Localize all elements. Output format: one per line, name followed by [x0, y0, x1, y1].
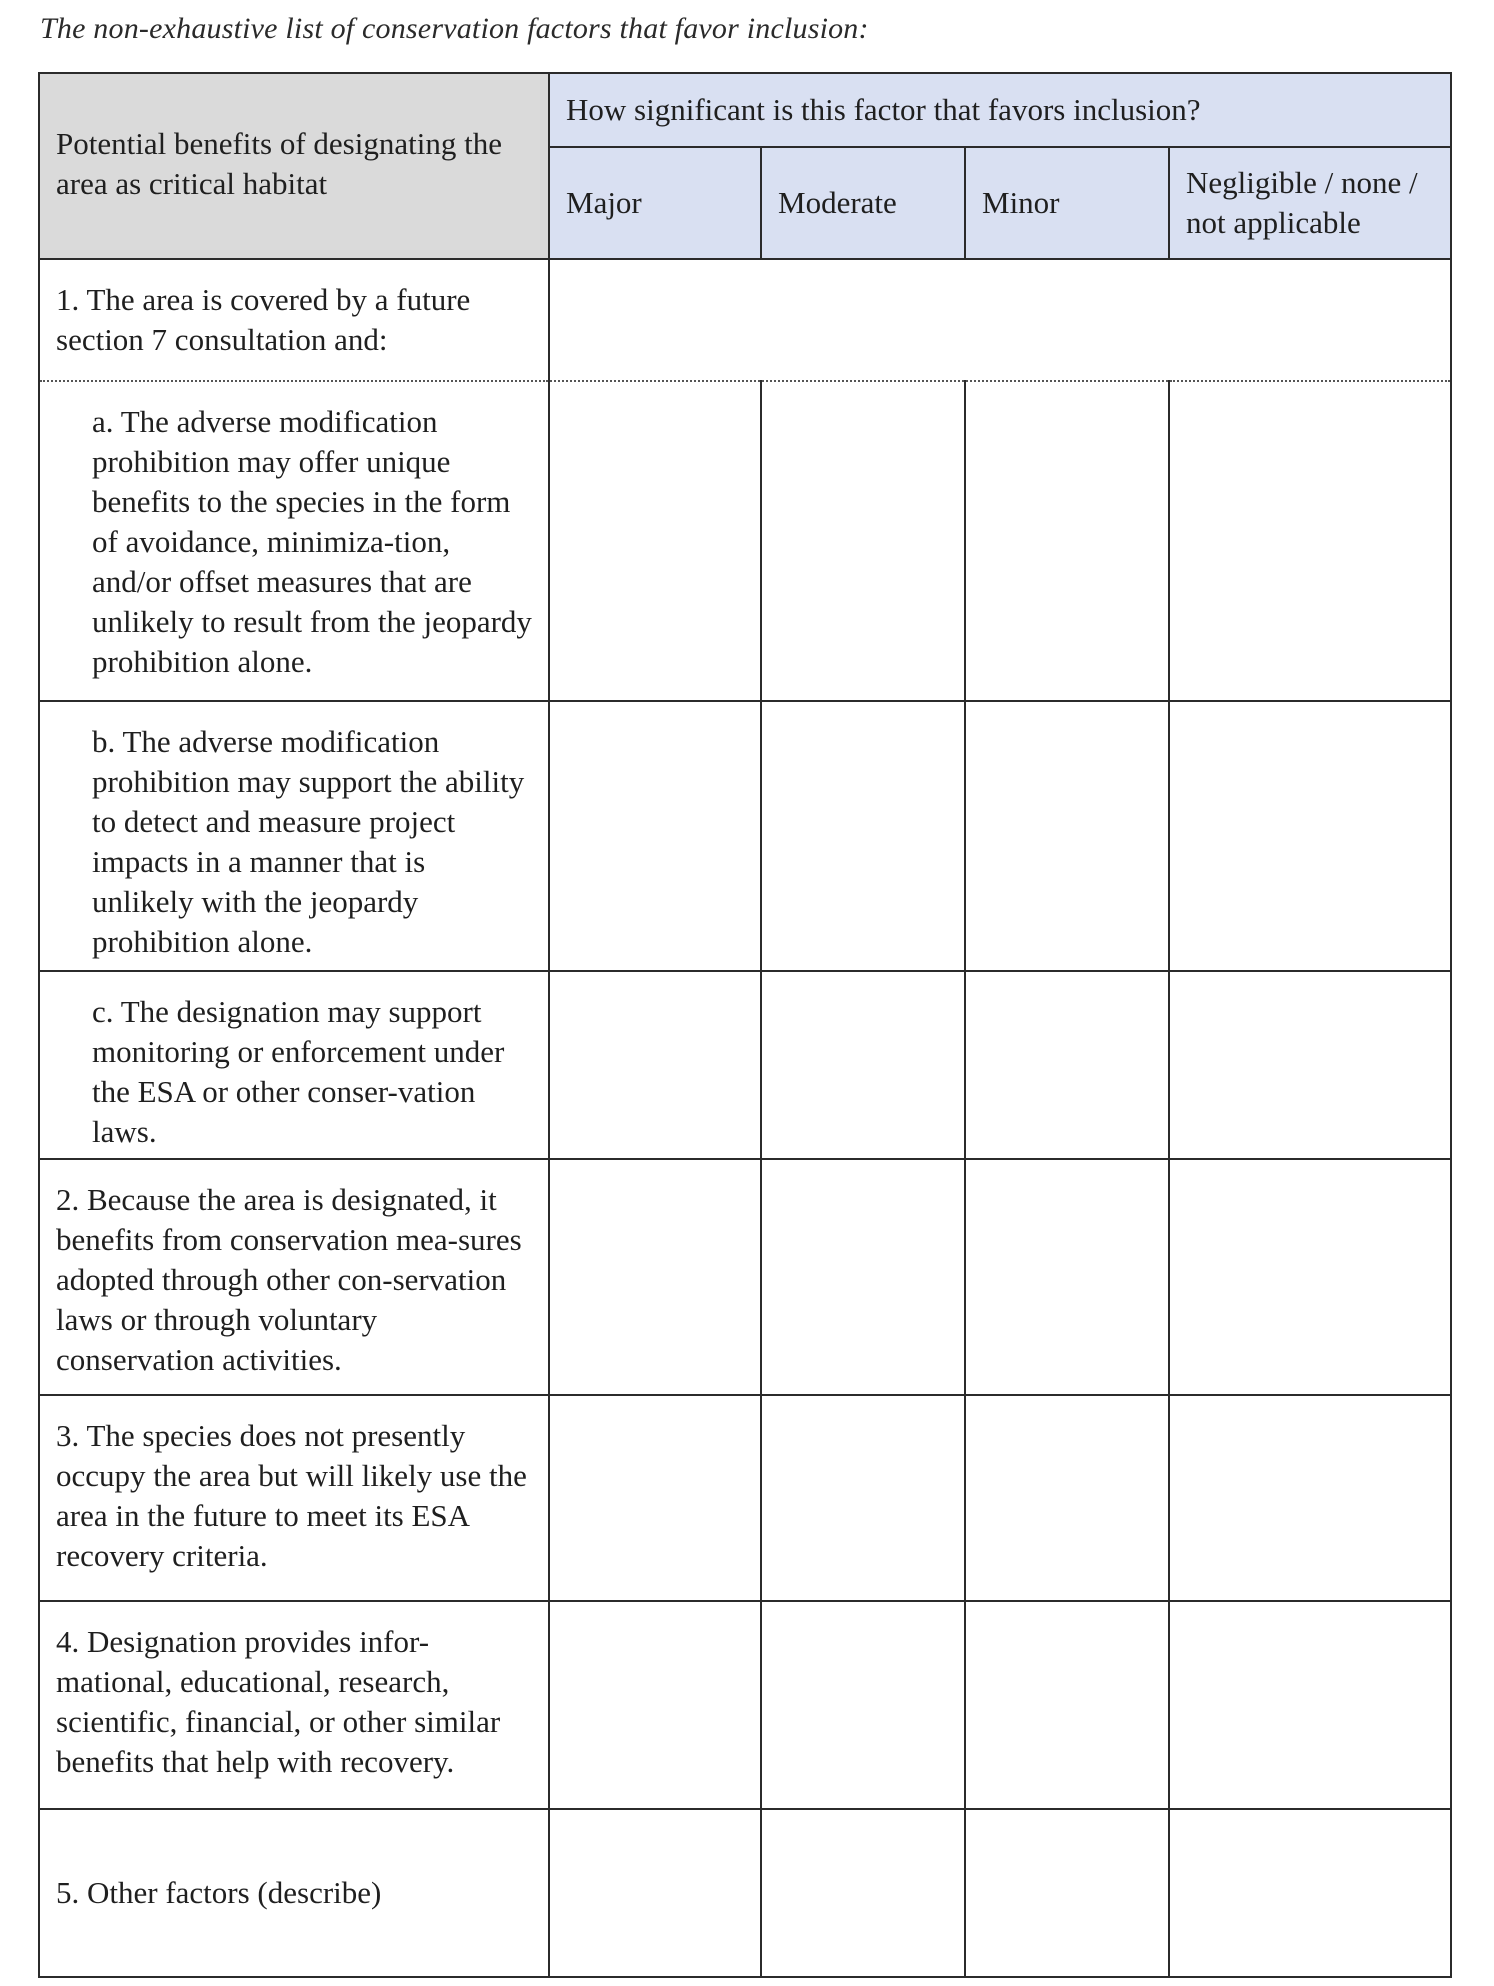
- factor-1-label: 1. The area is covered by a future section 7 consultation and:: [39, 259, 549, 381]
- factor-1b-moderate-cell[interactable]: [761, 701, 965, 971]
- factor-3-negligible-cell[interactable]: [1169, 1395, 1451, 1601]
- factor-4-negligible-cell[interactable]: [1169, 1601, 1451, 1809]
- level-major-header: Major: [549, 147, 761, 259]
- factor-2-moderate-cell[interactable]: [761, 1159, 965, 1395]
- factor-1a-major-cell[interactable]: [549, 381, 761, 701]
- factor-1a-negligible-cell[interactable]: [1169, 381, 1451, 701]
- factor-3-label: 3. The species does not presently occupy the area but will likely use the area in the future to meet its ESA recovery criteria.: [39, 1395, 549, 1601]
- factor-3-minor-cell[interactable]: [965, 1395, 1169, 1601]
- factor-1b-minor-cell[interactable]: [965, 701, 1169, 971]
- conservation-factors-table: [38, 72, 1452, 1978]
- level-minor-header: Minor: [965, 147, 1169, 259]
- factor-4-minor-cell[interactable]: [965, 1601, 1169, 1809]
- factor-1c-label: c. The designation may support monitoring or enforcement under the ESA or other conser-vation laws.: [39, 971, 549, 1159]
- factor-3-major-cell[interactable]: [549, 1395, 761, 1601]
- level-moderate-header: Moderate: [761, 147, 965, 259]
- factor-1-rating-span: [549, 259, 1451, 381]
- table-row: [39, 259, 1451, 381]
- factor-2-negligible-cell[interactable]: [1169, 1159, 1451, 1395]
- factor-1b-major-cell[interactable]: [549, 701, 761, 971]
- factor-5-minor-cell[interactable]: [965, 1809, 1169, 1977]
- factor-5-negligible-cell[interactable]: [1169, 1809, 1451, 1977]
- table-row: [39, 1395, 1451, 1601]
- factor-4-label: 4. Designation provides infor-mational, educational, research, scientific, financial, or other similar benefits that help with recovery.: [39, 1601, 549, 1809]
- table-row: [39, 971, 1451, 1159]
- factor-1c-negligible-cell[interactable]: [1169, 971, 1451, 1159]
- table-row: [39, 381, 1451, 701]
- factor-1c-moderate-cell[interactable]: [761, 971, 965, 1159]
- significance-header: How significant is this factor that favors inclusion?: [549, 73, 1451, 147]
- intro-caption: The non-exhaustive list of conservation factors that favor inclusion:: [40, 12, 869, 45]
- factor-3-moderate-cell[interactable]: [761, 1395, 965, 1601]
- table-row: [39, 1601, 1451, 1809]
- factor-4-moderate-cell[interactable]: [761, 1601, 965, 1809]
- factor-4-major-cell[interactable]: [549, 1601, 761, 1809]
- table-row: [39, 1159, 1451, 1395]
- factor-1a-label: a. The adverse modification prohibition may offer unique benefits to the species in the form of avoidance, minimiza-tion, and/or offset measures that are unlikely to result from the jeopardy prohibition alone.: [39, 381, 549, 701]
- factor-2-label: 2. Because the area is designated, it benefits from conservation mea-sures adopted through other con-servation laws or through voluntary conservation activities.: [39, 1159, 549, 1395]
- header-row-top: [39, 73, 1451, 147]
- factor-1a-minor-cell[interactable]: [965, 381, 1169, 701]
- factor-1c-minor-cell[interactable]: [965, 971, 1169, 1159]
- factor-5-major-cell[interactable]: [549, 1809, 761, 1977]
- benefit-header: Potential benefits of designating the area as critical habitat: [39, 73, 549, 259]
- level-negligible-header: Negligible / none / not applicable: [1169, 147, 1451, 259]
- factor-1b-negligible-cell[interactable]: [1169, 701, 1451, 971]
- factor-2-major-cell[interactable]: [549, 1159, 761, 1395]
- factor-2-minor-cell[interactable]: [965, 1159, 1169, 1395]
- factor-1b-label: b. The adverse modification prohibition may support the ability to detect and measure project impacts in a manner that is unlikely with the jeopardy prohibition alone.: [39, 701, 549, 971]
- factor-5-moderate-cell[interactable]: [761, 1809, 965, 1977]
- factor-5-label: 5. Other factors (describe): [39, 1809, 549, 1977]
- factor-1a-moderate-cell[interactable]: [761, 381, 965, 701]
- table-row: [39, 701, 1451, 971]
- table-row: [39, 1809, 1451, 1977]
- factor-1c-major-cell[interactable]: [549, 971, 761, 1159]
